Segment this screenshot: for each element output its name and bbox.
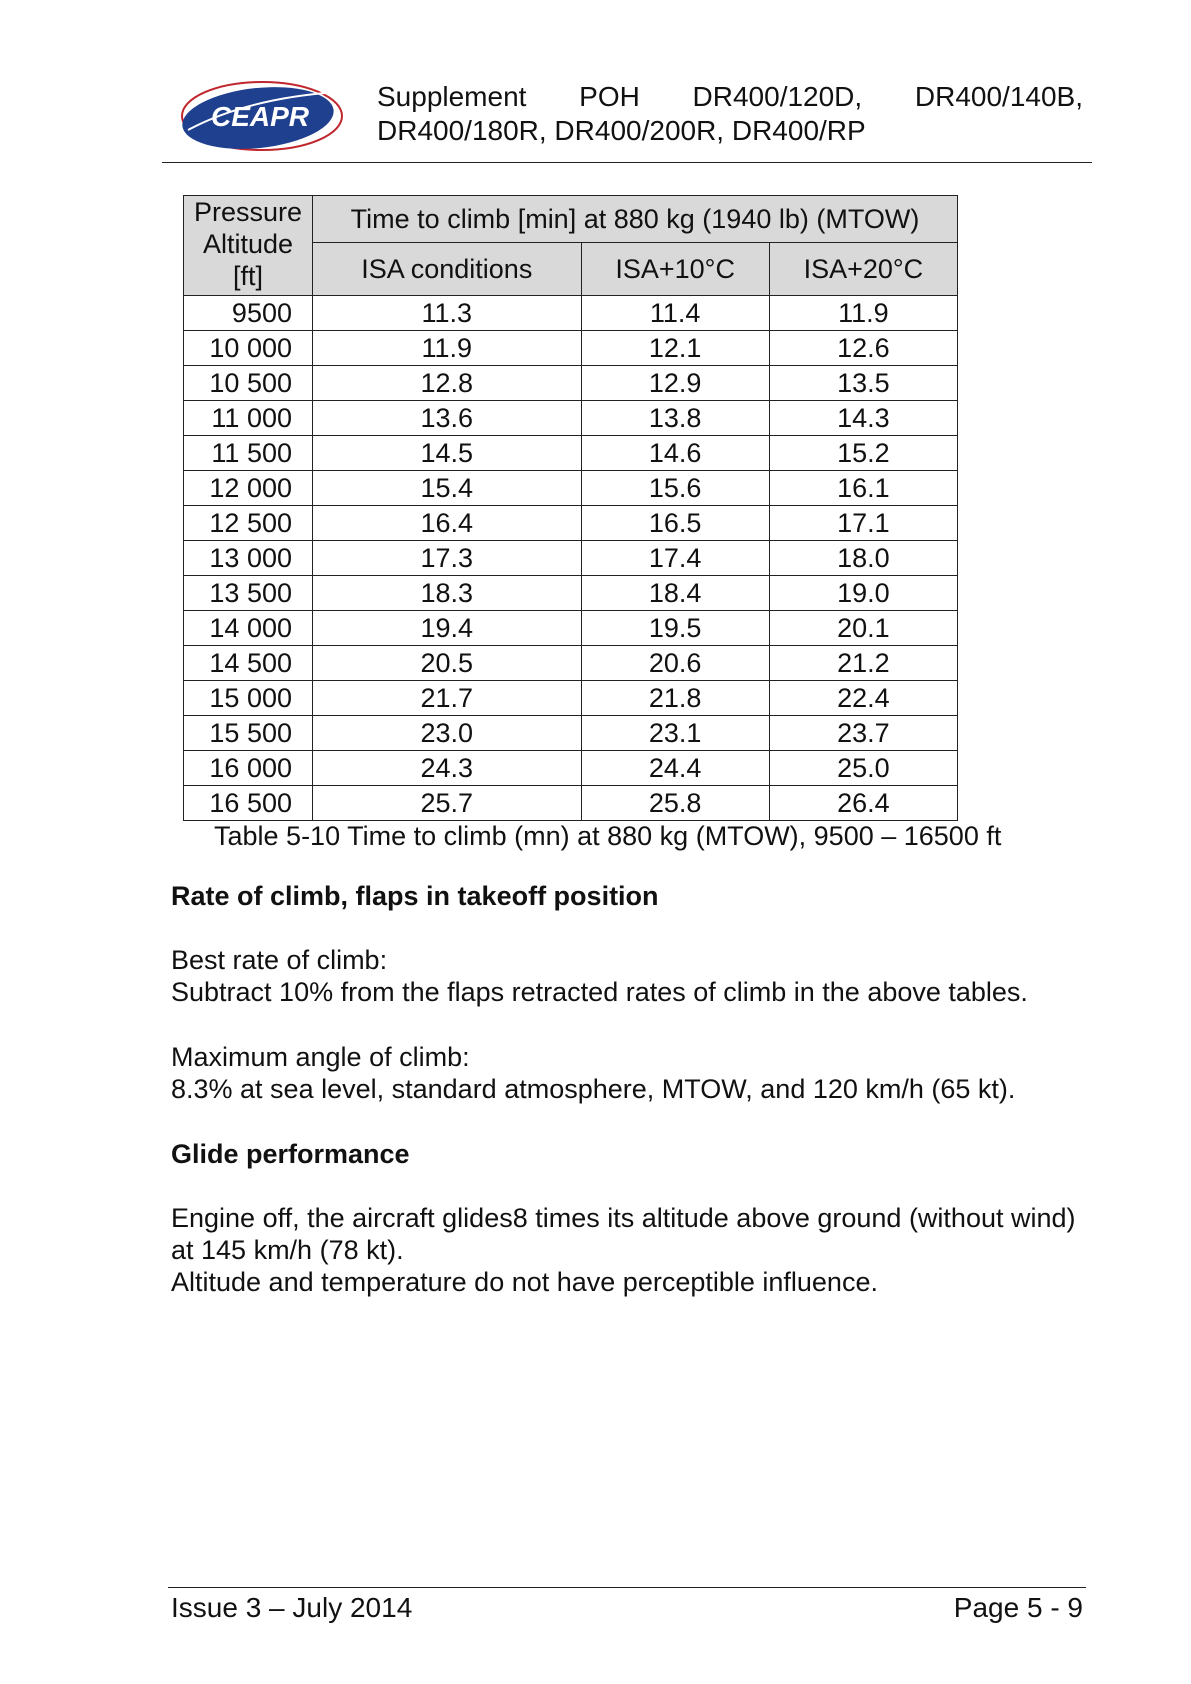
table-row (184, 786, 958, 821)
altitude-cell: 13 000 (184, 541, 313, 576)
altitude-cell: 11 500 (184, 436, 313, 471)
altitude-cell: 14 000 (184, 611, 313, 646)
isa-plus-10-cell: 23.1 (581, 716, 769, 751)
isa-cell: 23.0 (313, 716, 582, 751)
table-body (184, 296, 958, 821)
isa-cell: 16.4 (313, 506, 582, 541)
best-rate-text: Subtract 10% from the flaps retracted rates of climb in the above tables. (171, 977, 1028, 1007)
document-header-title (377, 80, 1083, 148)
glide-paragraph (171, 1202, 1101, 1298)
isa-plus-20-cell: 12.6 (769, 331, 957, 366)
table-row (184, 436, 958, 471)
table-row (184, 296, 958, 331)
altitude-cell: 9500 (184, 296, 313, 331)
best-rate-paragraph (171, 944, 1101, 1008)
isa-plus-20-cell: 23.7 (769, 716, 957, 751)
header-word-model-1: DR400/120D, (692, 81, 863, 112)
logo-text: CEAPR (210, 101, 310, 132)
isa-cell: 12.8 (313, 366, 582, 401)
isa-plus-10-cell: 15.6 (581, 471, 769, 506)
isa-plus-10-cell: 18.4 (581, 576, 769, 611)
altitude-cell: 12 500 (184, 506, 313, 541)
isa-plus-20-cell: 20.1 (769, 611, 957, 646)
glide-text-2: Altitude and temperature do not have perceptible influence. (171, 1267, 878, 1297)
altitude-header-line-1: Pressure (193, 197, 303, 227)
isa-cell: 21.7 (313, 681, 582, 716)
isa-plus-20-cell: 18.0 (769, 541, 957, 576)
isa-plus-10-cell: 21.8 (581, 681, 769, 716)
isa-cell: 17.3 (313, 541, 582, 576)
isa-plus-20-cell: 17.1 (769, 506, 957, 541)
isa-plus-10-cell: 16.5 (581, 506, 769, 541)
issue-date: Issue 3 – July 2014 (171, 1592, 413, 1623)
isa-plus-10-cell: 12.1 (581, 331, 769, 366)
isa-plus-20-cell: 15.2 (769, 436, 957, 471)
table-row (184, 471, 958, 506)
column-header-isa-plus-10: ISA+10°C (581, 243, 769, 296)
best-rate-label: Best rate of climb: (171, 945, 388, 975)
altitude-cell: 11 000 (184, 401, 313, 436)
isa-plus-10-cell: 14.6 (581, 436, 769, 471)
altitude-cell: 10 500 (184, 366, 313, 401)
isa-cell: 15.4 (313, 471, 582, 506)
header-divider (162, 162, 1092, 163)
table-row (184, 401, 958, 436)
altitude-cell: 14 500 (184, 646, 313, 681)
isa-plus-10-cell: 17.4 (581, 541, 769, 576)
isa-plus-10-cell: 25.8 (581, 786, 769, 821)
header-title-line2: DR400/180R, DR400/200R, DR400/RP (377, 115, 866, 146)
isa-cell: 19.4 (313, 611, 582, 646)
isa-cell: 11.3 (313, 296, 582, 331)
table-row (184, 681, 958, 716)
altitude-cell: 16 500 (184, 786, 313, 821)
altitude-header-line-3: [ft] (232, 261, 263, 291)
isa-plus-10-cell: 13.8 (581, 401, 769, 436)
header-word-supplement: Supplement (377, 81, 527, 112)
header-word-poh: POH (579, 81, 640, 112)
isa-plus-20-cell: 21.2 (769, 646, 957, 681)
altitude-cell: 12 000 (184, 471, 313, 506)
ceapr-logo (178, 78, 346, 154)
max-angle-paragraph (171, 1041, 1101, 1105)
altitude-column-header (184, 196, 313, 296)
table-row (184, 331, 958, 366)
isa-plus-20-cell: 26.4 (769, 786, 957, 821)
altitude-header-line-2: Altitude (202, 229, 294, 259)
isa-plus-20-cell: 13.5 (769, 366, 957, 401)
isa-plus-20-cell: 25.0 (769, 751, 957, 786)
altitude-cell: 15 500 (184, 716, 313, 751)
footer-divider (168, 1587, 1086, 1588)
altitude-cell: 16 000 (184, 751, 313, 786)
page-number: Page 5 - 9 (953, 1592, 1083, 1623)
table-row (184, 366, 958, 401)
isa-plus-20-cell: 16.1 (769, 471, 957, 506)
column-header-isa: ISA conditions (313, 243, 582, 296)
isa-plus-20-cell: 14.3 (769, 401, 957, 436)
table-row (184, 646, 958, 681)
table-row (184, 541, 958, 576)
isa-plus-10-cell: 24.4 (581, 751, 769, 786)
table-row (184, 506, 958, 541)
altitude-cell: 15 000 (184, 681, 313, 716)
isa-cell: 18.3 (313, 576, 582, 611)
isa-plus-10-cell: 19.5 (581, 611, 769, 646)
rate-of-climb-heading: Rate of climb, flaps in takeoff position (171, 881, 659, 911)
table-caption: Table 5-10 Time to climb (mn) at 880 kg (MTOW), 9500 – 16500 ft (214, 821, 1002, 851)
glide-performance-heading: Glide performance (171, 1139, 410, 1169)
table-row (184, 576, 958, 611)
max-angle-text: 8.3% at sea level, standard atmosphere, MTOW, and 120 km/h (65 kt). (171, 1074, 1016, 1104)
header-word-model-2: DR400/140B, (914, 81, 1083, 112)
isa-plus-10-cell: 12.9 (581, 366, 769, 401)
isa-cell: 20.5 (313, 646, 582, 681)
isa-cell: 13.6 (313, 401, 582, 436)
isa-plus-20-cell: 11.9 (769, 296, 957, 331)
isa-cell: 24.3 (313, 751, 582, 786)
isa-cell: 25.7 (313, 786, 582, 821)
isa-plus-10-cell: 20.6 (581, 646, 769, 681)
isa-cell: 14.5 (313, 436, 582, 471)
isa-plus-20-cell: 19.0 (769, 576, 957, 611)
header-title-line1 (377, 80, 1083, 114)
document-body (171, 880, 1101, 1331)
max-angle-label: Maximum angle of climb: (171, 1042, 470, 1072)
glide-text-1: Engine off, the aircraft glides8 times its altitude above ground (without wind) at 145 km/h (78 kt). (171, 1203, 1076, 1265)
isa-plus-20-cell: 22.4 (769, 681, 957, 716)
altitude-cell: 10 000 (184, 331, 313, 366)
isa-plus-10-cell: 11.4 (581, 296, 769, 331)
table-row (184, 611, 958, 646)
column-header-isa-plus-20: ISA+20°C (769, 243, 957, 296)
table-row (184, 751, 958, 786)
altitude-cell: 13 500 (184, 576, 313, 611)
time-to-climb-table (183, 195, 958, 821)
table-row (184, 716, 958, 751)
time-to-climb-group-header: Time to climb [min] at 880 kg (1940 lb) (MTOW) (313, 196, 958, 243)
isa-cell: 11.9 (313, 331, 582, 366)
